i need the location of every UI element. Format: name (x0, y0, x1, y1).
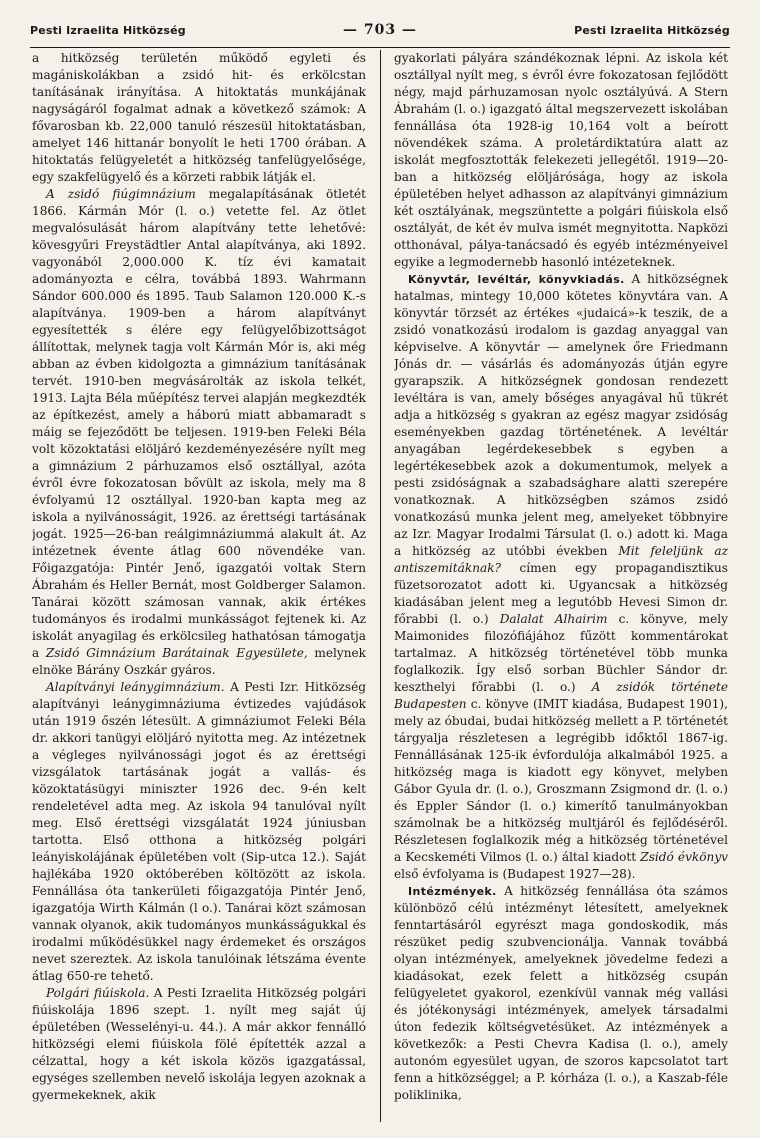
page-header (30, 22, 730, 48)
section-title-polgari-fiuiskola: Polgári fiúiskola. (46, 986, 150, 1000)
paragraph-konyvtar (394, 271, 728, 883)
paragraph-text: c. könyve (IMIT kiadása, Budapest 1901), mely az óbudai, budai hitközség mellett a P. történetét tárgyalja részletesen a legrégibb időktől 1867-ig. Fennállásának 125-ik évfordulója alkalmából 1925. a hitközség maga is kiadott egy könyvet, melyben Gábor Gyula dr. (l. o.), Groszmann Zsigmond dr. (l. o.) és Eppler Sándor (l. o.) kimerítő tanulmányokban számolnak be a hitközség multjáról és fejlődéséről. Részletesen foglalkozik még a hitközség történetével a Kecskeméti Vilmos (l. o.) által kiadott (394, 697, 728, 864)
paragraph-fiugimnazium (32, 186, 366, 679)
paragraph-text: A hitközség fennállása óta számos különböző célú intézményt létesített, amelyeknek fenntartásáról egyrészt maga gondoskodik, más részüket pedig szubvencionálja. Vannak továbbá olyan intézmények, amelyeknek jövedelme fedezi a kiadásokat, ezek felett a hitközség csupán felügyeletet gyakorol, ezenkívül vannak még vallási és jótékonysági intézmények, amelyek társadalmi úton fedezik költségvetésüket. Az intézmények a következők: a Pesti Chevra Kadisa (l. o.), amely autonóm egyesület ugyan, de szoros kapcsolatot tart fenn a hitközséggel; a P. kórháza (l. o.), a Kaszab-féle poliklinika, (394, 884, 728, 1102)
paragraph-text: megalapításának ötletét 1866. Kármán Mór (l. o.) vetette fel. Az ötlet megvalósulását három alapítvány tette lehetővé: kövesgyűri Freystädtler Antal alapítványa, aki 1892. vagyonából 2,000.000 K. tíz évi kamatait adományozta e célra, továbbá 1893. Wahrmann Sándor 600.000 és 1895. Taub Salamon 120.000 K.-s alapítványa. 1909-ben a három alapítványt egyesítették s élére egy felügyelőbizottságot állítottak, melynek tagja volt Kármán Mór is, aki még abban az évben kidolgozta a gimnázium tanításának tervét. 1910-ben megvásárolták az iskola telkét, 1913. Lajta Béla műépítész tervei alapján megkezdték az építkezést, amely a háború miatt abbamaradt s máig se fejeződött be teljesen. 1919-ben Feleki Béla volt közoktatási elöljáró kezdeményezésére nyílt meg a gimnázium 2 párhuzamos első osztállyal, azóta évről évre fokozatosan bővült az iskola, mely ma 8 évfolyamú 12 osztállyal. 1920-ban kapta meg az iskola a nyilvánosságit, 1926. az érettségi tartásának jogát. 1925—26-ban reálgimnáziummá alakult át. Az intézetnek évente átlag 600 növendéke van. Főigazgatója: Pintér Jenő, igazgatói voltak Stern Ábrahám és Heller Bernát, most Goldberger Salamon. Tanárai között számosan vannak, akik értékes tudományos és irodalmi munkásságot fejtenek ki. Az iskolát anyagilag és erkölcsileg hathatósan támogatja a (32, 187, 366, 660)
paragraph-text: A hitközségnek hatalmas, mintegy 10,000 kötetes könyvtára van. A könyvtár törzsét az értékes «judaicá»-k teszik, de a zsidó vonatkozású irodalom is gazdag anyaggal van képviselve. A könyvtár — amelynek őre Friedmann Jónás dr. — vásárlás és adományozás útján egyre gyarapszik. A hitközségnek gondosan rendezett levéltára is van, amely bőséges anyagával hű tükrét adja a hitközség s gyakran az egész magyar zsidóság eseményekben gazdag történetének. A levéltár anyagában legérdekesebbek s egyben a legértékesebbek azok a dokumentumok, melyek a pesti zsidóságnak a szabadsághare alatti szerepére vonatkoznak. A hitközségben számos zsidó vonatkozású munka jelent meg, amelyeket többnyire az Izr. Magyar Irodalmi Társulat (l. o.) adott ki. Maga a hitközség az utóbbi években (394, 272, 728, 558)
paragraph-text: címen egy propagandisztikus füzetsorozatot adott ki. Ugyancsak a hitközség kiadásában jelent meg a legutóbb Hevesi Simon dr. főrabbi (l. o.) (394, 561, 728, 626)
paragraph-polgari-fiuiskola (32, 985, 366, 1104)
column-divider (380, 50, 381, 1122)
inline-italic-dalalat: Dalalat Alhairim (499, 612, 608, 626)
running-head-left: Pesti Izraelita Hitközség (30, 24, 186, 37)
page-number: — 703 — (343, 22, 417, 38)
left-column (32, 50, 366, 1122)
paragraph-fiuiskola-cont: gyakorlati pályára szándékoznak lépni. Az iskola két osztállyal nyílt meg, s évről évre fokozatosan fejlődött négy, majd párhuzamosan nyolc osztályúvá. A Stern Ábrahám (l. o.) igazgató által megszervezett iskolában fennállása óta 1928-ig 10,164 volt a beírott növendékek száma. A proletárdiktatúra alatt az iskolát megfosztották felekezeti jellegétől. 1919—20-ban a hitközség elöljárósága, hogy az iskola épületében helyet adhasson az alapítványi gimnázium két osztályának, megszüntette a polgári fiúiskola első osztályát, de két év mulva ismét megnyitotta. Napközi otthonával, pálya-tanácsadó és egyéb intézményeivel egyike a legmodernebb hasonló intézeteknek. (394, 51, 728, 269)
section-title-leanygimnazium: Alapítványi leánygimnázium. (46, 680, 225, 694)
section-title-fiugimnazium: A zsidó fiúgimnázium (46, 187, 196, 201)
paragraph-intezmenyek (394, 883, 728, 1104)
paragraph-hitoktatas: a hitközség területén működő egyleti és magániskolákban a zsidó hit- és erkölcstan tanításának irányítása. A hitoktatás munkájának nagyságáról fogalmat adnak a következő számok: A fővarosban kb. 22,000 tanuló részesül hitoktatásban, amelyet 146 hittanár bonyolít le heti 1700 órában. A hitoktatás felügyeletét a hitközség tanfelügyelősége, egy szakfelügyelő és a körzeti rabbik látják el. (32, 51, 366, 184)
paragraph-text: melynek elnöke Bárány Oszkár gyáros. (32, 646, 366, 677)
paragraph-text: első évfolyama is (Budapest 1927—28). (394, 867, 636, 881)
paragraph-leanygimnazium (32, 679, 366, 985)
right-column (394, 50, 728, 1122)
paragraph-text: A Pesti Izraelita Hitközség polgári fiúiskolája 1896 szept. 1. nyílt meg saját új épületében (Wesselényi-u. 44.). A már akkor fennálló hitközségi elemi fiúiskola fölé építették azzal a célzattal, hogy a két iskola közös igazgatással, egységes szellemben nevelő iskolája legyen azoknak a gyermekeknek, akik (32, 986, 366, 1102)
section-title-intezmenyek: Intézmények. (408, 885, 497, 898)
running-head-right: Pesti Izraelita Hitközség (574, 24, 730, 37)
inline-italic-evkonyv: Zsidó évkönyv (640, 850, 728, 864)
inline-italic-egyesulet: Zsidó Gimnázium Barátainak Egyesülete, (45, 646, 308, 660)
inline-italic-antiszemitak: Mit feleljünk az antiszemitáknak? (394, 544, 728, 575)
inline-italic-zsidok-tortenete: A zsidók története Budapesten (394, 680, 728, 711)
paragraph-text: c. könyve, mely Maimonides filozófiájához fűzött kommentárokat tartalmaz. A hitközség történetével több munka foglalkozik. Így első sorban Büchler Sándor dr. keszthelyi főrabbi (l. o.) (394, 612, 728, 694)
paragraph-text: A Pesti Izr. Hitközség alapítványi leánygimnáziuma évtizedes vajúdások után 1919 őszén létesült. A gimnáziumot Feleki Béla dr. akkori tanügyi elöljáró nyitotta meg. Az intézetnek a végleges nyilvánossági jogot és az érettségi vizsgálatok tartásának jogát a vallás- és közoktatásügyi miniszter 1926 dec. 9-én kelt rendeletével adta meg. Az iskola 94 tanulóval nyílt meg. Első érettségi vizsgálatát 1924 júniusban tartotta. Első otthona a hitközség polgári leányiskolájának épületében volt (Sip-utca 12.). Saját hajlékába 1920 októberében költözött az iskola. Fennállása óta tankerületi főigazgatója Pintér Jenő, igazgatója Wirth Kálmán (l o.). Tanárai közt számosan vannak olyanok, akik tudományos munkásságukkal és irodalmi működésükkel nagy érdemeket és országos nevet szereztek. Az iskola tanulóinak létszáma évente átlag 650-re tehető. (32, 680, 366, 983)
section-title-konyvtar: Könyvtár, levéltár, könyvkiadás. (408, 273, 625, 286)
